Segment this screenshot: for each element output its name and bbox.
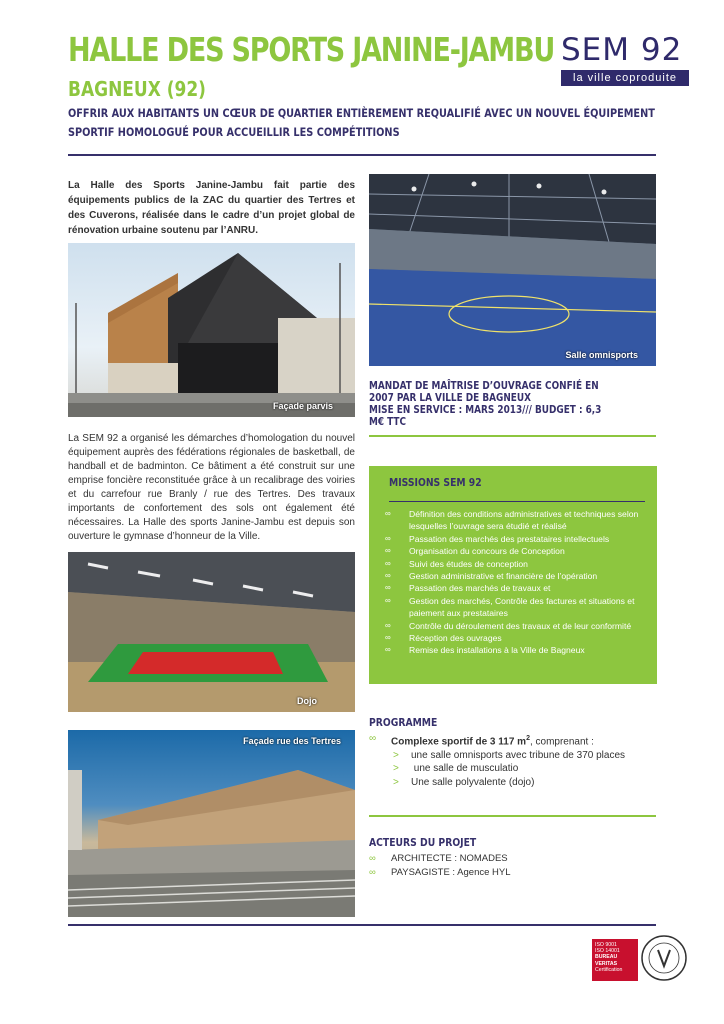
mandat-divider [369,435,656,437]
list-item: ∞ Passation des marchés des prestataires intellectuels [385,533,610,544]
infinity-bullet-icon: ∞ [385,645,391,655]
chevron-right-icon: > [393,776,399,788]
page-tagline: OFFRIR AUX HABITANTS UN CŒUR DE QUARTIER ENTIÈREMENT REQUALIFIÉ AVEC UN NOUVEL ÉQUIPEMENT SPORTIF HOMOLOGUÉ POUR ACCUEILLIR LES COMPÉTITIONS [68,106,655,139]
infinity-bullet-icon: ∞ [369,867,376,878]
list-item: ∞ Organisation du concours de Conception [385,546,565,557]
header-divider [68,154,656,156]
infinity-bullet-icon: ∞ [369,853,376,864]
infinity-bullet-icon: ∞ [385,633,391,643]
logo-sub-text: la ville coproduite [561,70,689,86]
programme-main-suffix: , comprenant : [529,736,594,748]
page-subtitle: BAGNEUX (92) [68,77,206,101]
infinity-bullet-icon: ∞ [385,546,391,556]
list-item: > une salle omnisports avec tribune de 370 places [393,749,626,761]
sem92-logo [561,34,691,86]
salle-omnisports-illustration [369,174,656,366]
list-item: ∞ Gestion des marchés, Contrôle des factures et situations et paiement aux prestataires [385,595,635,619]
bureau-veritas-name: BUREAU VERITAS [595,954,618,967]
mandat-line-2: MISE EN SERVICE : MARS 2013/// BUDGET : 6,3 M€ TTC [369,404,602,428]
iso-9001-label: ISO 9001 [595,942,617,948]
intro-paragraph: La Halle des Sports Janine-Jambu fait partie des équipements publics de la ZAC du quartier des Tertres et des Cuverons, réalisée dans le cadre d’un projet global de rénovation urbaine soutenu par l’ANRU. [68,180,355,236]
programme-main-sup: 2 [526,735,530,742]
caption-dojo: Dojo [297,696,317,706]
list-item: ∞ Passation des marchés de travaux et [385,583,551,594]
infinity-bullet-icon: ∞ [385,558,391,568]
bureau-veritas-seal-icon [640,932,688,984]
missions-divider [389,501,645,502]
missions-list [383,508,645,657]
facade-building-illustration [68,243,355,417]
list-item: ∞ Définition des conditions administratives et techniques selon lesquelles l’ouvrage sera étudié et réalisé [385,509,639,532]
programme-divider [369,815,656,817]
list-item: ∞ Remise des installations à la Ville de Bagneux [385,645,585,656]
body-paragraph: La SEM 92 a organisé les démarches d’homologation du nouvel équipement auprès des fédérations régionales de basketball, de handball et de badminton. Ce bâtiment a été construit sur une emprise foncière reconstituée grâce à un recalibrage des voiries et du carrefour rue Branly / rue des Tertres. Des travaux importants de confortement des sols ont également été nécessaires. La Halle des sports Janine-Jambu est depuis son ouverture le gymnase d’honneur de la Ville. [68,433,355,542]
mandat-line-1: MANDAT DE MAÎTRISE D’OUVRAGE CONFIÉ EN 2007 PAR LA VILLE DE BAGNEUX [369,380,599,404]
caption-facade-parvis: Façade parvis [272,401,333,411]
mandat-block [369,380,613,428]
programme-main-prefix: Complexe sportif de 3 117 m [391,736,527,748]
infinity-bullet-icon: ∞ [385,583,391,593]
page-title: HALLE DES SPORTS JANINE-JAMBU [68,30,555,69]
infinity-bullet-icon: ∞ [385,620,391,630]
caption-facade-tertres: Façade rue des Tertres [243,736,341,746]
acteurs-title: ACTEURS DU PROJET [369,836,477,849]
iso-14001-label: ISO 14001 [595,948,620,955]
programme-main [369,732,659,749]
list-item: ∞ Suivi des études de conception [385,558,528,569]
list-item: ∞ Gestion administrative et financière de l’opération [385,571,598,582]
infinity-bullet-icon: ∞ [369,733,377,744]
infinity-bullet-icon: ∞ [385,533,391,543]
list-item: ∞ Réception des ouvrages [385,633,502,644]
certification-box [592,939,638,981]
chevron-right-icon: > [393,749,399,761]
infinity-bullet-icon: ∞ [385,509,391,518]
photo-facade-parvis [68,243,355,417]
footer-divider [68,924,656,926]
infinity-bullet-icon: ∞ [385,571,391,581]
acteurs-block [369,852,659,880]
list-item: ∞ Contrôle du déroulement des travaux et de leur conformité [385,620,632,631]
missions-title: MISSIONS SEM 92 [389,476,482,489]
programme-title: PROGRAMME [369,716,438,729]
certification-label: Certification [595,966,623,973]
list-item: ∞ PAYSAGISTE : Agence HYL [369,867,511,878]
programme-block [369,732,659,789]
photo-dojo [68,552,355,712]
photo-facade-tertres [68,730,355,917]
caption-salle-omnisports: Salle omnisports [565,350,638,360]
facade-tertres-illustration [68,730,355,917]
bureau-veritas-certification [592,932,686,984]
list-item: > une salle de musculatio [393,763,519,775]
list-item: > Une salle polyvalente (dojo) [393,776,535,788]
list-item: ∞ ARCHITECTE : NOMADES [369,853,508,864]
missions-panel [369,466,657,684]
infinity-bullet-icon: ∞ [385,595,391,605]
photo-salle-omnisports [369,174,656,366]
dojo-illustration [68,552,355,712]
chevron-right-icon: > [393,763,399,775]
logo-main-text: SEM 92 [561,32,683,68]
